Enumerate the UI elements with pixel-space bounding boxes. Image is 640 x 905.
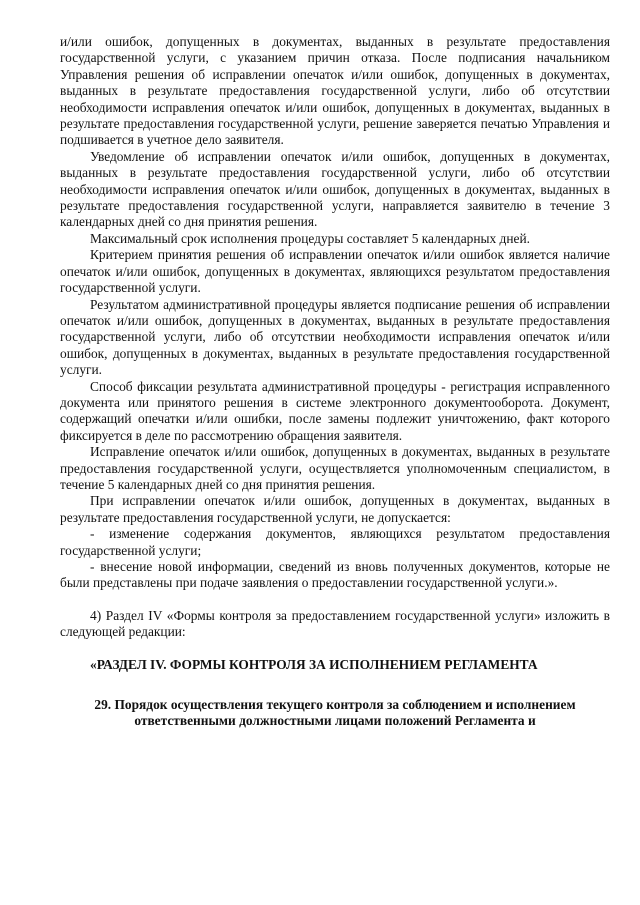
paragraph-section-amendment: 4) Раздел IV «Формы контроля за предоставлением государственной услуги» изложить в следующей редакции:	[60, 607, 610, 640]
paragraph-fixation-method: Способ фиксации результата административной процедуры - регистрация исправленного документа или принятого решения в системе электронного документооборота. Документ, содержащий опечатки и/или ошибки, после замены подлежит уничтожению, факт которого фиксируется в деле по рассмотрению обращения заявителя.	[60, 378, 610, 443]
paragraph-correction: Исправление опечаток и/или ошибок, допущенных в документах, выданных в результате предоставления государственной услуги, осуществляется уполномоченным специалистом, в течение 5 календарных дней со дня принятия решения.	[60, 444, 610, 492]
paragraph-not-allowed: При исправлении опечаток и/или ошибок, допущенных в документах, выданных в результате предоставления государственной услуги, не допускается:	[60, 493, 610, 525]
list-item-new-information: - внесение новой информации, сведений из вновь полученных документов, которые не были представлены при подаче заявления о предоставлении государственной услуги.».	[60, 559, 610, 591]
paragraph-result: Результатом административной процедуры является подписание решения об исправлении опечаток и/или ошибок, допущенных в документах, выданных в результате предоставления государственной услуги, либо об отсутствии необходимости исправления опечаток и/или ошибок, допущенных в документах, выданных в результате предоставления государственной услуги.	[60, 296, 610, 378]
section-heading: «РАЗДЕЛ IV. ФОРМЫ КОНТРОЛЯ ЗА ИСПОЛНЕНИЕМ РЕГЛАМЕНТА	[90, 656, 538, 672]
paragraph-max-term: Максимальный срок исполнения процедуры составляет 5 календарных дней.	[90, 230, 530, 246]
paragraph-criterion: Критерием принятия решения об исправлении опечаток и/или ошибок является наличие опечаток и/или ошибок, допущенных в документах, являющихся результатом предоставления государственной услуги.	[60, 247, 610, 296]
subsection-heading: 29. Порядок осуществления текущего контроля за соблюдением и исполнением ответственными должностными лицами положений Регламента и	[94, 697, 576, 729]
list-item-content-change: - изменение содержания документов, являющихся результатом предоставления государственной услуги;	[60, 526, 610, 558]
paragraph-continuation: и/или ошибок, допущенных в документах, выданных в результате предоставления государственной услуги, с указанием причин отказа. После подписания начальником Управления решения об исправлении опечаток и/или ошибок, допущенных в документах, выданных в результате предоставления государственной услуги, либо об отсутствии необходимости исправления опечаток и/или ошибок, допущенных в документах, выданных в результате предоставления государственной услуги, решение заверяется печатью Управления и подшивается в учетное дело заявителя.	[60, 34, 610, 148]
paragraph-notification: Уведомление об исправлении опечаток и/или ошибок, допущенных в документах, выданных в результате предоставления государственной услуги, либо об отсутствии необходимости исправления опечаток и/или ошибок, допущенных в документах, выданных в результате предоставления государственной услуги, направляется заявителю в течение 3 календарных дней со дня принятия решения.	[60, 148, 610, 230]
